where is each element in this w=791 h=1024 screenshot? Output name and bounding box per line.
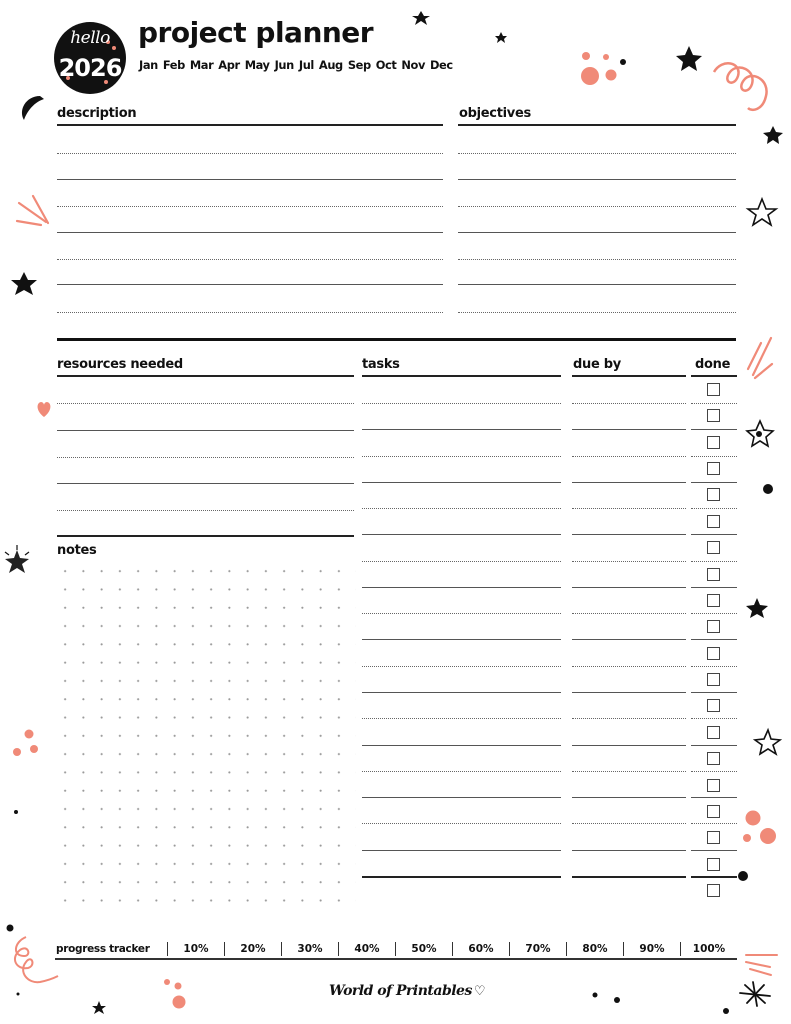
ink-dot <box>763 484 773 494</box>
month-feb[interactable]: Feb <box>162 58 185 72</box>
star-icon <box>412 11 430 25</box>
ink-dot <box>614 997 620 1003</box>
progress-step-100[interactable]: 100% <box>680 942 737 956</box>
description-heading: description <box>57 106 137 121</box>
month-jan[interactable]: Jan <box>139 58 158 72</box>
dots-cluster <box>13 730 38 757</box>
burst-lines <box>748 338 772 378</box>
progress-step-80[interactable]: 80% <box>566 942 623 956</box>
progress-step-40[interactable]: 40% <box>338 942 395 956</box>
outline-star-icon <box>747 421 773 446</box>
swirl-icon <box>15 937 58 982</box>
badge-year-text: 2026 <box>58 54 122 82</box>
page-title: project planner <box>138 16 374 49</box>
progress-tracker-label: progress tracker <box>56 943 150 955</box>
star-icon <box>746 598 768 618</box>
brand-name: World of Printables <box>329 983 472 999</box>
month-sep[interactable]: Sep <box>347 58 371 72</box>
resources-heading: resources needed <box>57 357 183 372</box>
month-may[interactable]: May <box>244 58 270 72</box>
swirl-icon <box>714 63 767 110</box>
month-jul[interactable]: Jul <box>298 58 314 72</box>
progress-step-10[interactable]: 10% <box>167 942 224 956</box>
done-heading: done <box>695 357 731 372</box>
month-mar[interactable]: Mar <box>189 58 214 72</box>
due-by-heading: due by <box>573 357 621 372</box>
ink-dot <box>7 925 14 932</box>
progress-step-90[interactable]: 90% <box>623 942 680 956</box>
outline-star-icon <box>748 199 776 225</box>
progress-step-20[interactable]: 20% <box>224 942 281 956</box>
sparkle-icon <box>740 982 770 1006</box>
heart-icon <box>38 402 51 417</box>
ink-dot <box>17 993 20 996</box>
ink-dot <box>738 871 748 881</box>
month-dec[interactable]: Dec <box>429 58 453 72</box>
dots-cluster <box>581 52 626 85</box>
progress-step-50[interactable]: 50% <box>395 942 452 956</box>
outline-star-icon <box>755 730 780 754</box>
progress-step-70[interactable]: 70% <box>509 942 566 956</box>
star-icon <box>92 1001 106 1014</box>
notes-heading: notes <box>57 543 97 558</box>
month-apr[interactable]: Apr <box>218 58 240 72</box>
star-icon <box>676 46 702 71</box>
month-oct[interactable]: Oct <box>375 58 397 72</box>
objectives-heading: objectives <box>459 106 531 121</box>
star-icon <box>763 126 783 144</box>
month-aug[interactable]: Aug <box>318 58 343 72</box>
progress-step-60[interactable]: 60% <box>452 942 509 956</box>
month-jun[interactable]: Jun <box>274 58 294 72</box>
dots-cluster <box>743 811 776 845</box>
ink-dot <box>723 1008 729 1014</box>
dots-cluster <box>164 979 186 1009</box>
ink-dot <box>14 810 18 814</box>
moon-icon <box>22 96 44 120</box>
progress-step-30[interactable]: 30% <box>281 942 338 956</box>
month-nov[interactable]: Nov <box>401 58 425 72</box>
badge-hello-text: hello <box>70 28 110 48</box>
burst-lines <box>746 955 777 975</box>
tasks-heading: tasks <box>362 357 400 372</box>
star-icon <box>11 272 37 295</box>
heart-outline-icon: ♡ <box>473 984 486 999</box>
burst-lines <box>17 196 48 225</box>
ink-dot <box>593 993 598 998</box>
star-icon <box>495 32 507 43</box>
sparkle-icon <box>5 545 29 573</box>
